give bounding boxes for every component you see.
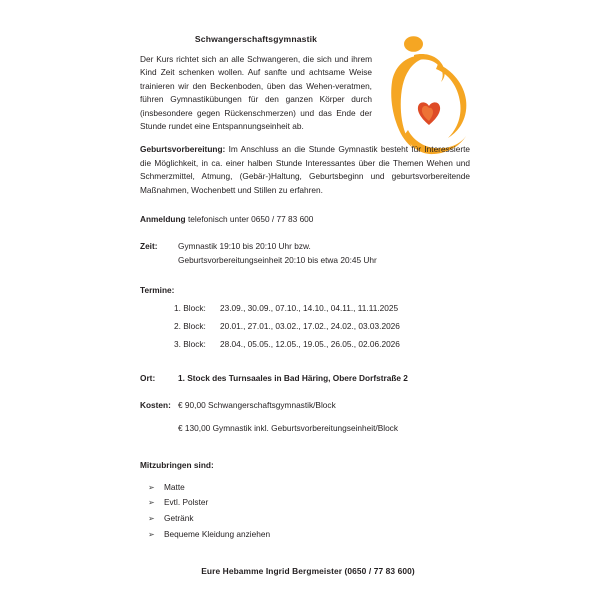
costs-value xyxy=(178,399,476,435)
document-content xyxy=(140,34,476,576)
dates-block-row xyxy=(174,320,476,333)
list-item xyxy=(148,495,476,511)
list-item-label: Matte xyxy=(164,481,185,492)
list-item-label: Bequeme Kleidung anziehen xyxy=(164,528,271,539)
time-line-geburtsvorbereitung: Geburtsvorbereitungseinheit 20:10 bis etwa 20:45 Uhr xyxy=(178,255,377,266)
signature-line: Eure Hebamme Ingrid Bergmeister (0650 / 77 83 600) xyxy=(201,566,415,577)
time-value xyxy=(178,240,476,267)
list-item xyxy=(148,480,476,496)
block-dates: 28.04., 05.05., 12.05., 19.05., 26.05., 02.06.2026 xyxy=(220,339,400,350)
bring-heading: Mitzubringen sind: xyxy=(140,460,214,471)
block-name: 1. Block: xyxy=(174,303,206,314)
block-name: 3. Block: xyxy=(174,339,206,350)
bring-list xyxy=(140,480,476,542)
arrow-bullet-icon: ➢ xyxy=(148,482,155,492)
location-text: 1. Stock des Turnsaales in Bad Häring, Obere Dorfstraße 2 xyxy=(178,372,408,383)
block-dates: 20.01., 27.01., 03.02., 17.02., 24.02., 03.03.2026 xyxy=(220,321,400,332)
registration-line xyxy=(140,213,476,226)
arrow-bullet-icon: ➢ xyxy=(148,529,155,539)
block-name: 2. Block: xyxy=(174,321,206,332)
registration-lead: Anmeldung xyxy=(140,214,186,225)
list-item-label: Getränk xyxy=(164,513,194,524)
arrow-bullet-icon: ➢ xyxy=(148,498,155,508)
costs-line-inkl: € 130,00 Gymnastik inkl. Geburtsvorbereitungseinheit/Block xyxy=(178,422,398,433)
time-label: Zeit: xyxy=(140,241,158,252)
preparation-paragraph xyxy=(140,143,470,197)
dates-block-row xyxy=(174,338,476,351)
preparation-text: Im Anschluss an die Stunde Gymnastik besteht für Interessierte die Möglichkeit, in ca. einer halben Stunde Interessantes über die Themen Wehen und Schmerzmittel, Atmung, (Gebär-)Haltung, Geburtsbeginn und geburtsvorbereitende Maßnahmen, Wochenbett und Stillen zu erfahren. xyxy=(140,144,470,195)
intro-paragraph: Der Kurs richtet sich an alle Schwangeren, die sich und ihrem Kind Zeit schenken wollen. Auf sanfte und achtsame Weise trainieren wir den Beckenboden, üben das Wehen-veratmen, führen Gymnastikübungen für den ganzen Körper durch (insbesondere gegen Rückenschmerzen) und das Ende der Stunde rundet eine Entspannungseinheit ab. xyxy=(140,54,372,132)
location-value xyxy=(178,372,476,386)
preparation-lead: Geburtsvorbereitung: xyxy=(140,144,226,155)
location-row xyxy=(140,372,476,386)
list-item xyxy=(148,511,476,527)
list-item-label: Evtl. Polster xyxy=(164,497,209,508)
location-label: Ort: xyxy=(140,372,156,383)
time-line-gymnastik: Gymnastik 19:10 bis 20:10 Uhr bzw. xyxy=(178,241,311,252)
dates-heading: Termine: xyxy=(140,284,175,295)
page-title: Schwangerschaftsgymnastik xyxy=(194,34,318,44)
registration-text: telefonisch unter 0650 / 77 83 600 xyxy=(185,214,314,225)
list-item xyxy=(148,527,476,543)
costs-label: Kosten: xyxy=(140,400,171,411)
block-dates: 23.09., 30.09., 07.10., 14.10., 04.11., 11.11.2025 xyxy=(220,303,399,314)
time-row xyxy=(140,240,476,267)
costs-line-gymnastik: € 90,00 Schwangerschaftsgymnastik/Block xyxy=(178,400,336,411)
costs-row xyxy=(140,399,476,435)
dates-block-row xyxy=(174,302,476,315)
arrow-bullet-icon: ➢ xyxy=(148,514,155,524)
dates-block-list xyxy=(140,302,476,352)
